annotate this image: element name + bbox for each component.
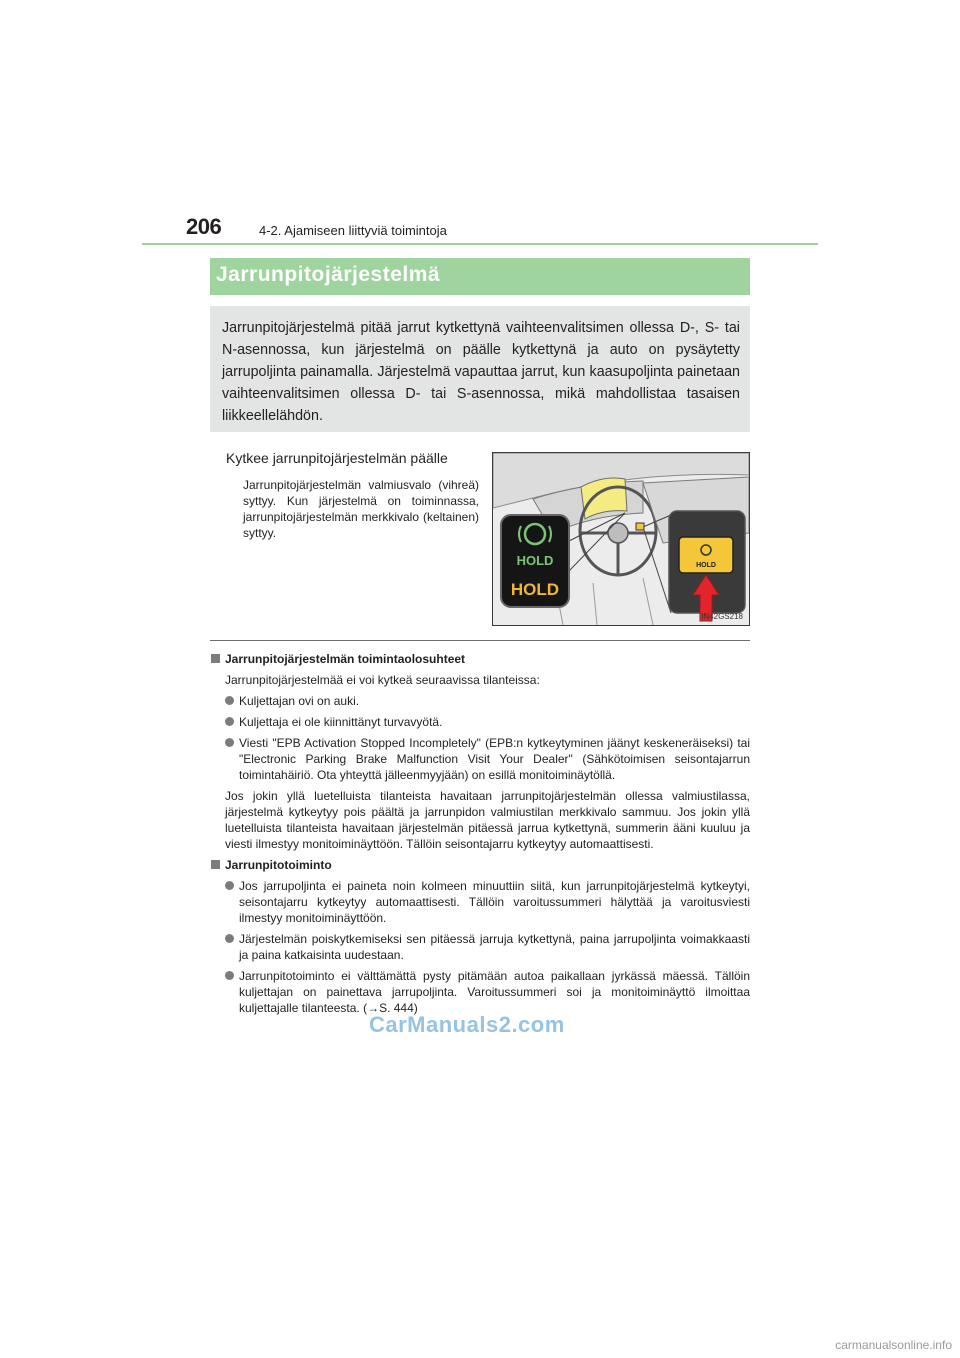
bullet-icon bbox=[225, 881, 234, 890]
list-item: Kuljettaja ei ole kiinnittänyt turvavyötä. bbox=[210, 714, 750, 730]
bullet-icon bbox=[225, 696, 234, 705]
notes bbox=[210, 651, 750, 1021]
header-rule bbox=[142, 243, 818, 245]
section-title: 4-2. Ajamiseen liittyviä toimintoja bbox=[259, 223, 447, 238]
list-item: Järjestelmän poiskytkemiseksi sen pitäessä jarruja kytkettynä, paina jarrupoljinta voimakkaasti ja paina katkaisinta uudestaan. bbox=[210, 931, 750, 963]
list-item: Viesti "EPB Activation Stopped Incompletely" (EPB:n kytkeytyminen jäänyt keskeneräiseksi) tai "Electronic Parking Brake Malfunction Visit Your Dealer" (Sähkötoimisen seisontajarrun toimintahäiriö. Ota yhteyttä jälleenmyyjään) on esillä monitoiminäytöllä. bbox=[210, 735, 750, 783]
section-divider bbox=[210, 640, 750, 641]
standby-indicator-label: HOLD bbox=[516, 553, 554, 568]
function-list bbox=[210, 878, 750, 1016]
bullet-icon bbox=[225, 971, 234, 980]
notes-heading-function: Jarrunpitotoiminto bbox=[210, 857, 750, 873]
hold-indicator-label: HOLD bbox=[510, 580, 560, 599]
conditions-intro: Jarrunpitojärjestelmää ei voi kytkeä seuraavissa tilanteissa: bbox=[225, 673, 540, 687]
intro-text: Jarrunpitojärjestelmä pitää jarrut kytkettynä vaihteenvalitsimen ollessa D-, S- tai N-asennossa, kun järjestelmä on päälle kytkettynä ja auto on pysäytetty jarrupoljinta painamalla. Järjestelmä vapauttaa jarrut, kun kaasupoljinta painetaan vaihteenvalitsimen ollessa D- tai S-asennossa, mikä mahdollistaa tasaisen liikkeellelähdön. bbox=[222, 320, 740, 424]
callout-text: Jarrunpitojärjestelmän valmiusvalo (vihreä) syttyy. Kun järjestelmä on toiminnassa, jarrunpitojärjestelmän merkkivalo (keltainen) syttyy. bbox=[243, 478, 479, 540]
notes-heading-conditions: Jarrunpitojärjestelmän toimintaolosuhteet bbox=[210, 651, 750, 667]
intro-box bbox=[210, 306, 750, 432]
list-item: Jarrunpitotoiminto ei välttämättä pysty pitämään autoa paikallaan jyrkässä mäessä. Tällöin kuljettajan on painettava jarrupoljinta. Varoitussummeri soi ja monitoiminäyttö ilmoittaa kuljettajalle tilanteesta. (→S. 444) bbox=[210, 968, 750, 1016]
list-item: Jos jarrupoljinta ei paineta noin kolmeen minuuttiin siitä, kun jarrunpitojärjestelmä kytkeytyi, seisontajarru kytkeytyy automaattisesti. Tällöin varoitussummeri hälyttää ja varoitusviesti ilmestyy monitoiminäyttöön. bbox=[210, 878, 750, 926]
bullet-icon bbox=[225, 717, 234, 726]
switch-label: HOLD bbox=[696, 562, 716, 569]
conditions-followup: Jos jokin yllä luetelluista tilanteista havaitaan jarrunpitojärjestelmän ollessa valmiustilassa, järjestelmä kytkeytyy pois päältä ja jarrunpidon valmiustilan merkkivalo sammuu. Jos jokin yllä luetelluista tilanteista havaitaan järjestelmän pitäessä jarrua kytkettynä, summerin ääni kuuluu ja viesti ilmestyy monitoiminäyttöön. Tällöin seisontajarru kytkeytyy automaattisesti. bbox=[225, 789, 750, 851]
page-title: Jarrunpitojärjestelmä bbox=[216, 263, 441, 286]
square-bullet-icon bbox=[211, 654, 220, 663]
hold-switch-illustration bbox=[492, 452, 750, 626]
list-item: Kuljettajan ovi on auki. bbox=[210, 693, 750, 709]
figure-code: IN42GS218 bbox=[701, 612, 743, 621]
square-bullet-icon bbox=[211, 860, 220, 869]
callout-title: Kytkee jarrunpitojärjestelmän päälle bbox=[226, 450, 448, 466]
dashboard-drawing bbox=[493, 453, 749, 625]
title-band bbox=[210, 258, 750, 295]
conditions-list bbox=[210, 693, 750, 783]
bullet-icon bbox=[225, 738, 234, 747]
bullet-icon bbox=[225, 934, 234, 943]
watermark: CarManuals2.com bbox=[369, 1012, 565, 1037]
footer-brand: carmanualsonline.info bbox=[835, 1338, 952, 1352]
page-number: 206 bbox=[186, 214, 222, 239]
